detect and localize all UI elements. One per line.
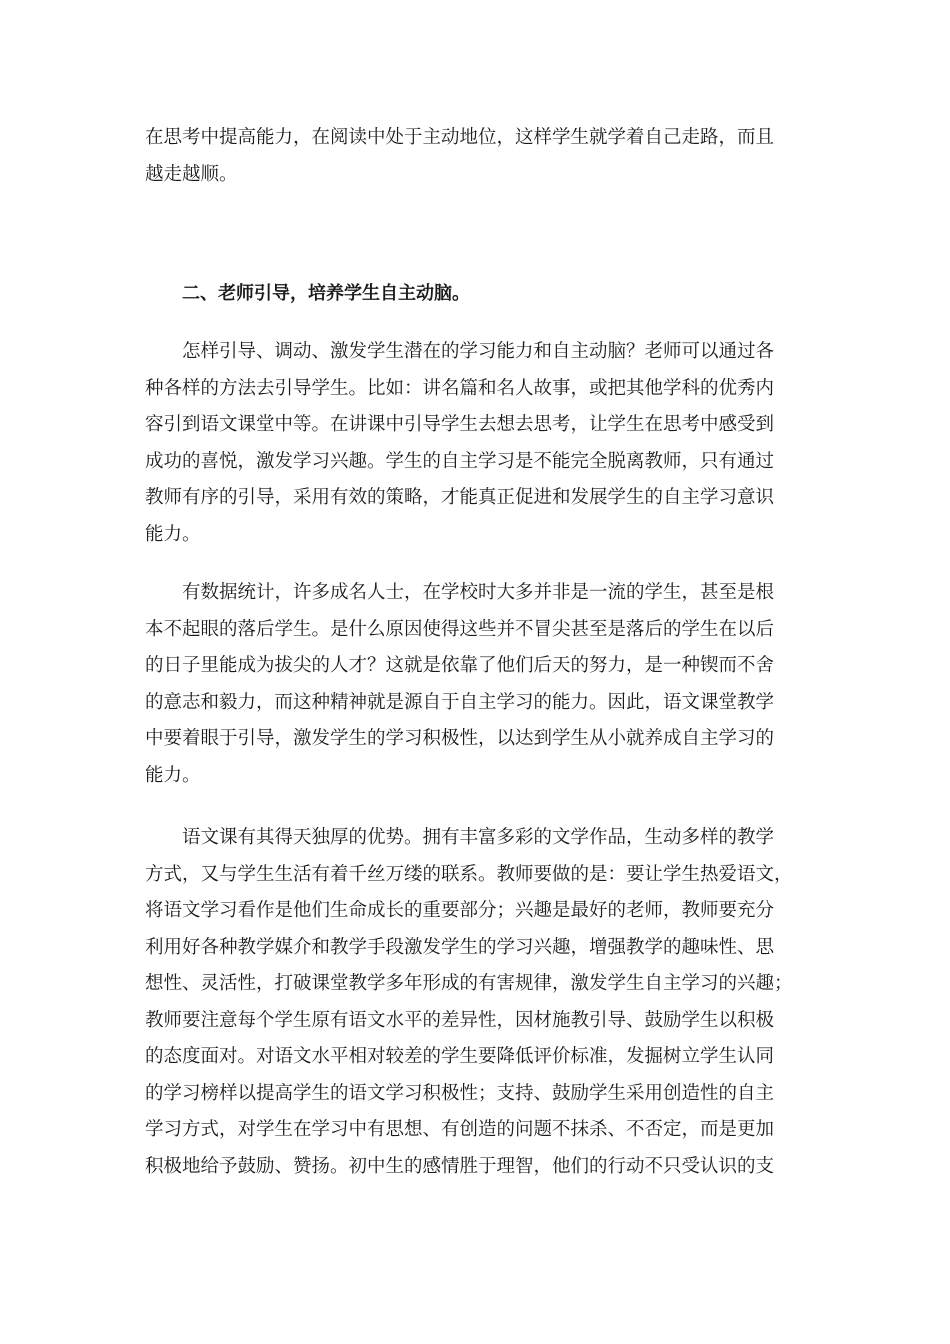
paragraph-line: 的态度面对。对语文水平相对较差的学生要降低评价标准，发掘树立学生认同 — [145, 1046, 775, 1067]
paragraph-line: 教师要注意每个学生原有语文水平的差异性，因材施教引导、鼓励学生以积极 — [145, 1009, 775, 1031]
paragraph-line: 的日子里能成为拔尖的人才？这就是依靠了他们后天的努力，是一种锲而不舍 — [145, 655, 775, 676]
paragraph-line: 语文课有其得天独厚的优势。拥有丰富多彩的文学作品，生动多样的教学 — [182, 827, 775, 848]
paragraph-line: 学习方式，对学生在学习中有思想、有创造的问题不抹杀、不否定，而是更加 — [145, 1119, 775, 1140]
section-heading: 二、老师引导，培养学生自主动脑。 — [182, 283, 470, 304]
paragraph-line: 成功的喜悦，激发学习兴趣。学生的自主学习是不能完全脱离教师，只有通过 — [145, 450, 775, 472]
paragraph-line: 在思考中提高能力，在阅读中处于主动地位，这样学生就学着自己走路，而且 — [145, 127, 775, 148]
paragraph-line: 有数据统计，许多成名人士，在学校时大多并非是一流的学生，甚至是根 — [182, 582, 775, 603]
paragraph-line: 利用好各种教学媒介和教学手段激发学生的学习兴趣，增强教学的趣味性、思 — [145, 936, 775, 958]
paragraph-line: 怎样引导、调动、激发学生潜在的学习能力和自主动脑？老师可以通过各 — [182, 341, 775, 362]
paragraph-line: 方式，又与学生生活有着千丝万缕的联系。教师要做的是：要让学生热爱语文， — [145, 863, 793, 885]
paragraph-line: 越走越顺。 — [145, 163, 238, 185]
paragraph-line: 本不起眼的落后学生。是什么原因使得这些并不冒尖甚至是落后的学生在以后 — [145, 618, 775, 640]
paragraph-line: 能力。 — [145, 523, 201, 545]
paragraph-line: 的意志和毅力，而这种精神就是源自于自主学习的能力。因此，语文课堂教学 — [145, 691, 775, 713]
paragraph-line: 中要着眼于引导，激发学生的学习积极性，以达到学生从小就养成自主学习的 — [145, 728, 775, 749]
paragraph-line: 容引到语文课堂中等。在讲课中引导学生去想去思考，让学生在思考中感受到 — [145, 414, 775, 435]
paragraph-line: 的学习榜样以提高学生的语文学习积极性；支持、鼓励学生采用创造性的自主 — [145, 1082, 775, 1104]
paragraph-1 — [145, 334, 805, 553]
paragraph-line: 将语文学习看作是他们生命成长的重要部分；兴趣是最好的老师，教师要充分 — [145, 900, 775, 921]
paragraph-continuation — [145, 120, 805, 193]
paragraph-line: 能力。 — [145, 764, 201, 786]
paragraph-line: 想性、灵活性，打破课堂教学多年形成的有害规律，激发学生自主学习的兴趣； — [145, 973, 793, 994]
paragraph-3 — [145, 820, 805, 1185]
paragraph-line: 积极地给予鼓励、赞扬。初中生的感情胜于理智，他们的行动不只受认识的支 — [145, 1155, 775, 1177]
paragraph-line: 教师有序的引导，采用有效的策略，才能真正促进和发展学生的自主学习意识 — [145, 487, 775, 508]
paragraph-2 — [145, 575, 805, 794]
paragraph-line: 种各样的方法去引导学生。比如：讲名篇和名人故事，或把其他学科的优秀内 — [145, 377, 775, 399]
